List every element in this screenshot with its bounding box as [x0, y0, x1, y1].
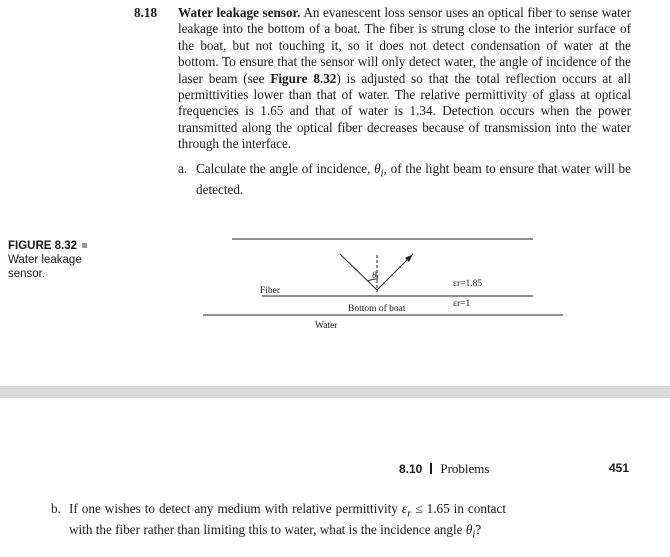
fiber-label: Fiber	[260, 286, 281, 296]
bottom-of-boat-label: Bottom of boat	[348, 304, 406, 314]
angle-label: $\theta_i$	[372, 271, 379, 282]
part-a-text: Calculate the angle of incidence, $\theta_i$, of the light beam to ensure that water will be detected.	[196, 161, 631, 198]
page-number: 451	[609, 461, 630, 475]
part-b	[51, 501, 506, 543]
problem-body-continued: ) is adjusted so that the total reflection occurs at all permittivities lower than that of water. The relative permittivity of glass at optical frequencies is 1.65 and that of water is 1.34. Detection occurs when the power transmitted along the optical fiber decreases because of transmission into the water through the interface.	[178, 70, 632, 152]
water-label: Water	[315, 321, 338, 331]
eps-fiber-label: εr=1.85	[453, 279, 483, 289]
figure-reference: Figure 8.32	[270, 70, 337, 86]
problem-title: Water leakage sensor.	[178, 5, 301, 20]
section-title: Problems	[440, 461, 490, 476]
problem-number: 8.18	[134, 5, 158, 20]
problem-body: An evanescent loss sensor uses an optical fiber to sense water leakage into the bottom of a boat. The fiber is strung close to the interior surface of the boat, but not touching it, so it does not detect condensation of water at the bottom. To ensure that the sensor will only detect water, the angle of incidence of the laser beam (see	[178, 5, 631, 86]
header-separator	[430, 463, 432, 474]
section-number: 8.10	[399, 462, 423, 476]
running-head	[399, 461, 489, 477]
figure-caption-text: Water leakage sensor.	[8, 254, 82, 280]
eps-air-label: εr=1	[453, 299, 471, 309]
part-b-label: b.	[51, 501, 61, 516]
part-b-text: If one wishes to detect any medium with relative permittivity $\varepsilon_r \le 1.65$ in contact with the fiber rather than limiting this to water, what is the incidence angle $\theta_i$?	[69, 501, 506, 541]
part-a-label: a.	[178, 161, 188, 176]
figure-title: FIGURE 8.32	[8, 240, 78, 252]
